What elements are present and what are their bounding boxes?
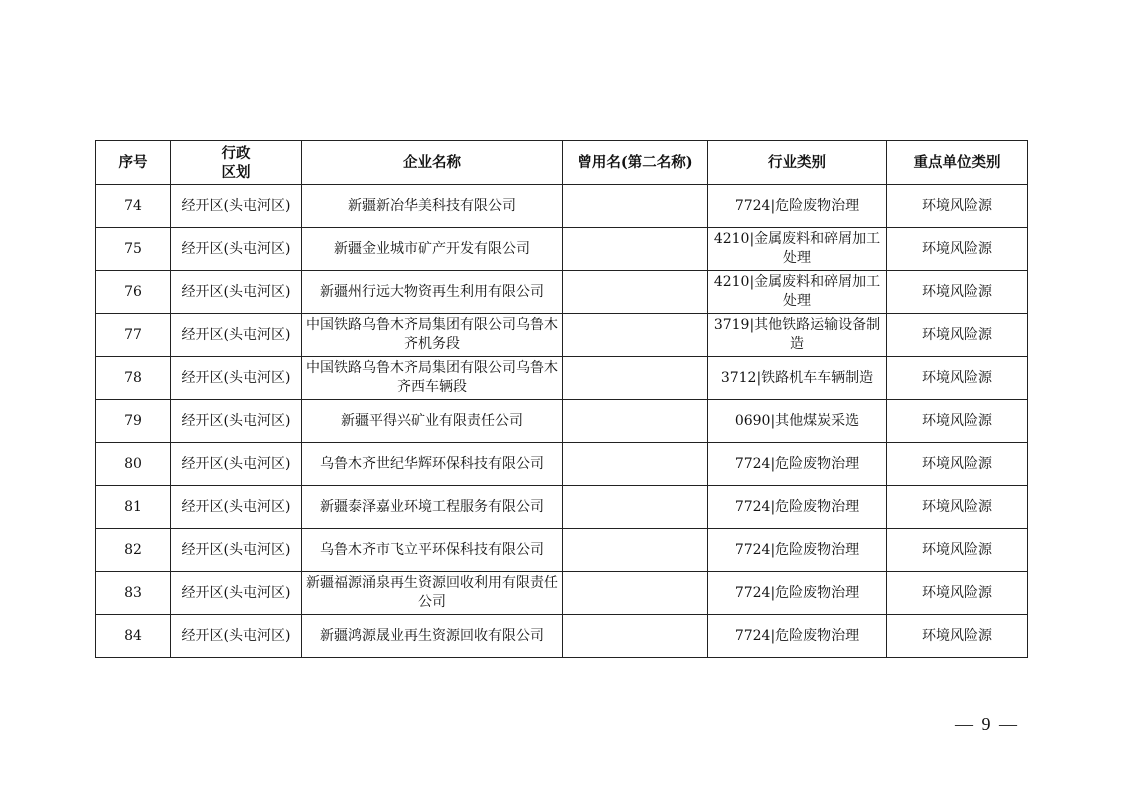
- cell-company: 新疆州行远大物资再生利用有限公司: [302, 271, 563, 314]
- table-row: [96, 400, 1028, 443]
- cell-region: 经开区(头屯河区): [171, 572, 302, 615]
- table-header-row: [96, 141, 1028, 185]
- cell-key-type: 环境风险源: [887, 486, 1028, 529]
- cell-seq: 75: [96, 228, 171, 271]
- cell-region: 经开区(头屯河区): [171, 185, 302, 228]
- cell-former-name: [563, 529, 708, 572]
- cell-region: 经开区(头屯河区): [171, 529, 302, 572]
- cell-former-name: [563, 271, 708, 314]
- cell-seq: 84: [96, 615, 171, 658]
- cell-seq: 80: [96, 443, 171, 486]
- table-row: [96, 271, 1028, 314]
- cell-key-type: 环境风险源: [887, 400, 1028, 443]
- cell-industry: 3719|其他铁路运输设备制造: [708, 314, 887, 357]
- cell-industry: 4210|金属废料和碎屑加工处理: [708, 228, 887, 271]
- cell-company: 新疆平得兴矿业有限责任公司: [302, 400, 563, 443]
- cell-seq: 83: [96, 572, 171, 615]
- cell-company: 中国铁路乌鲁木齐局集团有限公司乌鲁木齐机务段: [302, 314, 563, 357]
- cell-industry: 7724|危险废物治理: [708, 185, 887, 228]
- cell-former-name: [563, 443, 708, 486]
- header-industry: 行业类别: [708, 141, 887, 185]
- cell-region: 经开区(头屯河区): [171, 357, 302, 400]
- cell-company: 新疆鸿源晟业再生资源回收有限公司: [302, 615, 563, 658]
- cell-region: 经开区(头屯河区): [171, 443, 302, 486]
- cell-seq: 82: [96, 529, 171, 572]
- cell-region: 经开区(头屯河区): [171, 400, 302, 443]
- cell-key-type: 环境风险源: [887, 529, 1028, 572]
- cell-industry: 3712|铁路机车车辆制造: [708, 357, 887, 400]
- cell-seq: 76: [96, 271, 171, 314]
- cell-seq: 78: [96, 357, 171, 400]
- header-company: 企业名称: [302, 141, 563, 185]
- table-row: [96, 228, 1028, 271]
- page-number: — 9 —: [955, 714, 1019, 734]
- table-row: [96, 185, 1028, 228]
- cell-former-name: [563, 357, 708, 400]
- table-row: [96, 529, 1028, 572]
- cell-company: 中国铁路乌鲁木齐局集团有限公司乌鲁木齐西车辆段: [302, 357, 563, 400]
- header-region-line2: 区划: [221, 163, 251, 181]
- cell-former-name: [563, 228, 708, 271]
- cell-former-name: [563, 615, 708, 658]
- cell-company: 乌鲁木齐市飞立平环保科技有限公司: [302, 529, 563, 572]
- table-row: [96, 314, 1028, 357]
- cell-region: 经开区(头屯河区): [171, 228, 302, 271]
- cell-company: 乌鲁木齐世纪华辉环保科技有限公司: [302, 443, 563, 486]
- cell-key-type: 环境风险源: [887, 271, 1028, 314]
- cell-region: 经开区(头屯河区): [171, 615, 302, 658]
- cell-key-type: 环境风险源: [887, 357, 1028, 400]
- table-row: [96, 486, 1028, 529]
- cell-former-name: [563, 486, 708, 529]
- cell-former-name: [563, 314, 708, 357]
- cell-region: 经开区(头屯河区): [171, 314, 302, 357]
- header-former-name: 曾用名(第二名称): [563, 141, 708, 185]
- cell-former-name: [563, 185, 708, 228]
- cell-industry: 0690|其他煤炭采选: [708, 400, 887, 443]
- header-seq: 序号: [96, 141, 171, 185]
- cell-key-type: 环境风险源: [887, 185, 1028, 228]
- cell-seq: 74: [96, 185, 171, 228]
- cell-former-name: [563, 572, 708, 615]
- cell-industry: 7724|危险废物治理: [708, 615, 887, 658]
- header-key-type: 重点单位类别: [887, 141, 1028, 185]
- cell-industry: 7724|危险废物治理: [708, 486, 887, 529]
- cell-company: 新疆泰泽嘉业环境工程服务有限公司: [302, 486, 563, 529]
- cell-industry: 4210|金属废料和碎屑加工处理: [708, 271, 887, 314]
- cell-key-type: 环境风险源: [887, 615, 1028, 658]
- cell-seq: 81: [96, 486, 171, 529]
- cell-key-type: 环境风险源: [887, 443, 1028, 486]
- cell-region: 经开区(头屯河区): [171, 486, 302, 529]
- cell-company: 新疆福源涌泉再生资源回收利用有限责任公司: [302, 572, 563, 615]
- cell-former-name: [563, 400, 708, 443]
- cell-industry: 7724|危险废物治理: [708, 529, 887, 572]
- cell-industry: 7724|危险废物治理: [708, 572, 887, 615]
- cell-industry: 7724|危险废物治理: [708, 443, 887, 486]
- table-row: [96, 615, 1028, 658]
- table-row: [96, 443, 1028, 486]
- table-row: [96, 572, 1028, 615]
- header-region: [171, 141, 302, 185]
- cell-seq: 77: [96, 314, 171, 357]
- header-region-line1: 行政: [221, 144, 251, 162]
- cell-seq: 79: [96, 400, 171, 443]
- cell-key-type: 环境风险源: [887, 572, 1028, 615]
- cell-company: 新疆金业城市矿产开发有限公司: [302, 228, 563, 271]
- table-row: [96, 357, 1028, 400]
- cell-company: 新疆新冶华美科技有限公司: [302, 185, 563, 228]
- cell-region: 经开区(头屯河区): [171, 271, 302, 314]
- cell-key-type: 环境风险源: [887, 314, 1028, 357]
- enterprise-table: [95, 140, 1028, 658]
- cell-key-type: 环境风险源: [887, 228, 1028, 271]
